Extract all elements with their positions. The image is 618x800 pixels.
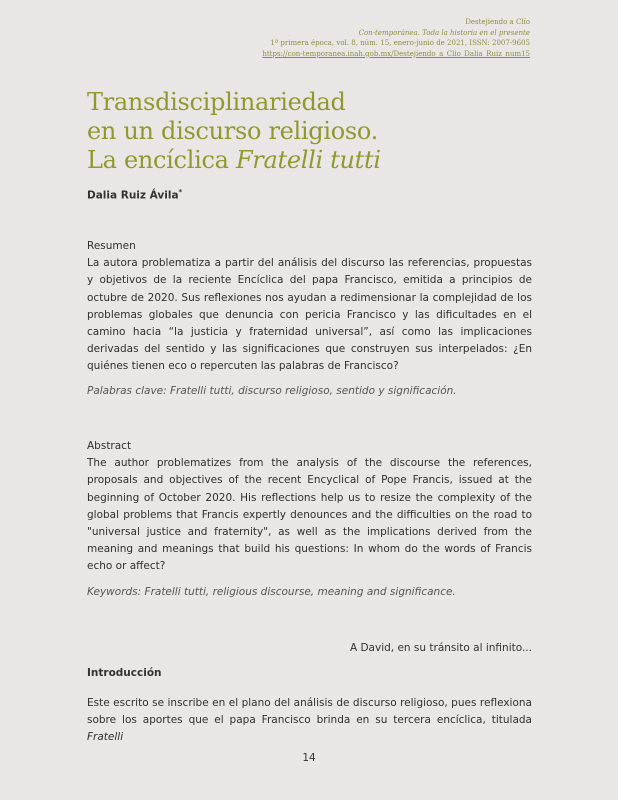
introduccion-text (87, 695, 532, 747)
resumen-text: La autora problematiza a partir del análisis del discurso las referencias, propuestas y objetivos de la reciente Encíclica del papa Francisco, emitida a principios de octubre de 2020. Sus reflexiones nos ayudan a redimensionar la complejidad de los problemas globales que denuncia con pericia Francisco y las dificultades en el camino hacia “la justicia y fraternidad universal”, así como las implicaciones derivadas del sentido y las significaciones que construyen sus interpelados: ¿En quiénes tienen eco o repercuten las palabras de Francisco? (87, 257, 532, 373)
article-title (87, 88, 381, 175)
title-line-3-plain: La encíclica (87, 146, 236, 174)
abstract-heading: Abstract (87, 440, 132, 452)
author-footnote-mark[interactable]: * (178, 188, 183, 196)
abstract-text: The author problematizes from the analysis of the discourse the references, proposals and objectives of the recent Encyclical of Pope Francis, issued at the beginning of October 2020. His reflections help us to resize the complexity of the global problems that Francis expertly denounces and the difficulties on the road to "universal justice and fraternity", as well as the implications derived from the meaning and meanings that build his questions: In whom do the words of Francis echo or affect? (87, 457, 532, 573)
resumen-heading: Resumen (87, 240, 136, 252)
title-line-2: en un discurso religioso. (87, 117, 378, 145)
author-name-text: Dalia Ruiz Ávila (87, 189, 179, 202)
introduccion-text-plain: Este escrito se inscribe en el plano del análisis de discurso religioso, pues reflexiona sobre los aportes que el papa Francisco brinda en su tercera encíclica, titulada (87, 697, 532, 727)
introduccion-text-italic: Fratelli (87, 731, 124, 744)
header-journal-title: Con-temporánea. Toda la historia en el presente (358, 28, 530, 37)
introduccion-heading: Introducción (87, 667, 162, 679)
page-number: 14 (302, 752, 316, 764)
title-line-3 (87, 146, 381, 175)
title-line-1: Transdisciplinariedad (87, 88, 346, 116)
header-url-link[interactable]: https://con-temporanea.inah.gob.mx/Destejiendo_a_Clio_Dalia_Ruiz_num15 (262, 49, 530, 58)
header-volume-info: 1ª primera época, vol. 8, núm. 15, enero-junio de 2021, ISSN: 2007-9605 (270, 39, 530, 47)
keywords: Keywords: Fratelli tutti, religious discourse, meaning and significance. (87, 586, 456, 598)
resumen-section (87, 238, 532, 376)
abstract-section (87, 438, 532, 576)
author-name (87, 188, 182, 202)
running-header (262, 17, 530, 59)
header-section-title: Destejiendo a Clío (465, 18, 530, 26)
title-line-3-italic: Fratelli tutti (235, 146, 381, 174)
dedication: A David, en su tránsito al infinito... (349, 642, 532, 654)
palabras-clave: Palabras clave: Fratelli tutti, discurso religioso, sentido y significación. (87, 385, 457, 397)
